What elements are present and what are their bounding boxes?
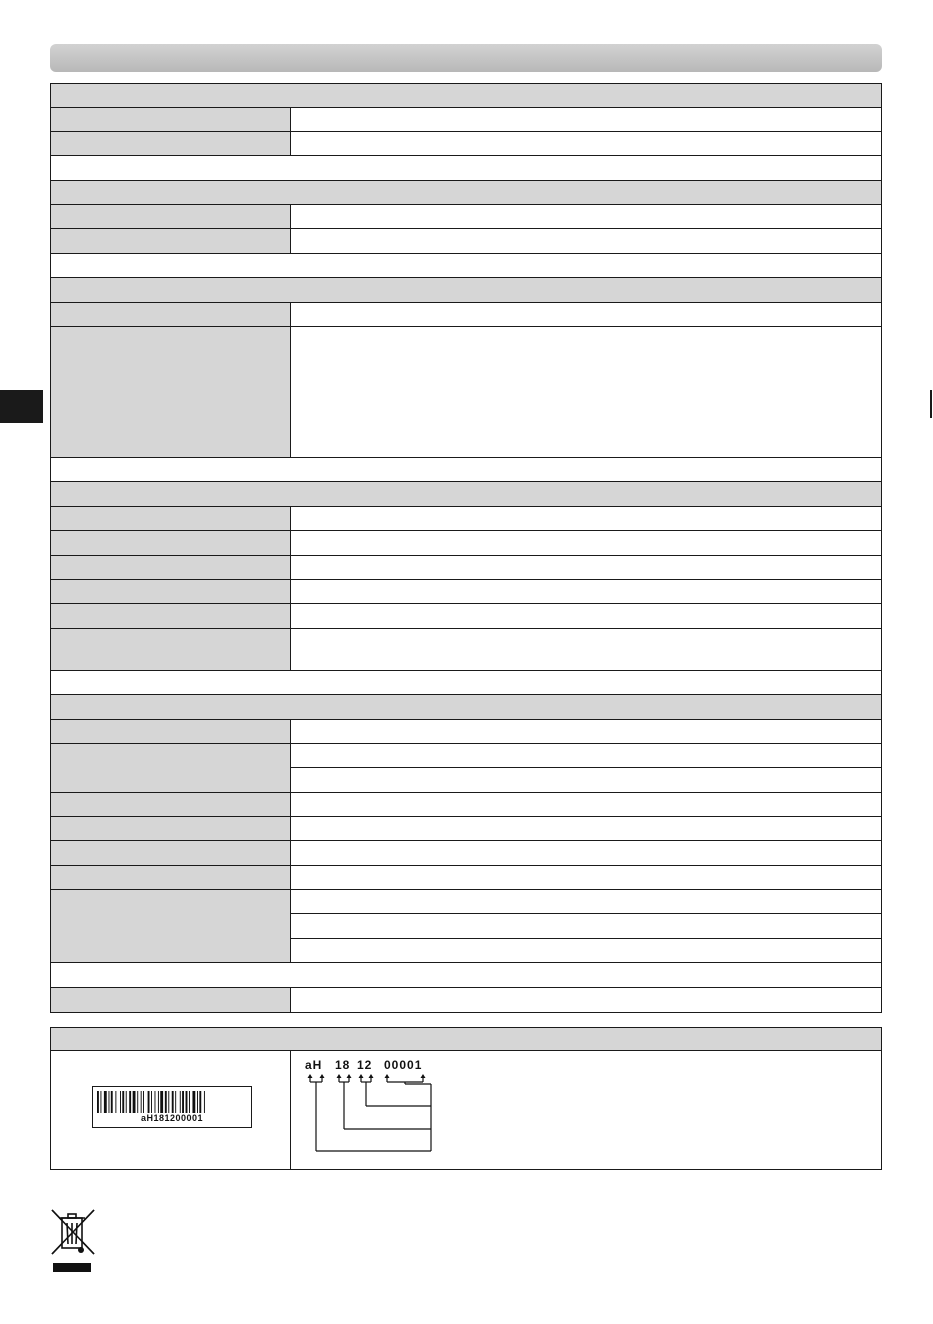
row-value <box>291 720 881 744</box>
row-value <box>291 303 881 327</box>
table-row <box>51 303 881 327</box>
crossed-out-wheelie-bin-icon <box>50 1208 96 1274</box>
row-value <box>291 556 881 580</box>
row-value <box>291 914 881 939</box>
row-label <box>51 132 291 156</box>
row-label <box>51 793 291 817</box>
row-value <box>291 580 881 604</box>
serial-code-leader-lines <box>291 1050 591 1169</box>
table-row <box>51 988 881 1012</box>
table-row <box>51 817 881 841</box>
note-row <box>51 254 881 278</box>
row-value <box>291 890 881 914</box>
row-label <box>51 841 291 866</box>
note-row <box>51 671 881 695</box>
note-row <box>51 963 881 988</box>
row-label <box>51 580 291 604</box>
row-label <box>51 866 291 890</box>
table-row-split <box>51 744 881 793</box>
table-row <box>51 793 881 817</box>
serial-code-month: 12 <box>357 1058 373 1072</box>
row-label <box>51 327 291 458</box>
row-label <box>51 556 291 580</box>
serial-code-breakdown <box>291 1050 881 1169</box>
row-value <box>291 988 881 1012</box>
section-header-2 <box>51 181 881 205</box>
spec-table <box>50 83 882 1013</box>
row-value <box>291 205 881 229</box>
row-value <box>291 629 881 671</box>
row-label <box>51 720 291 744</box>
side-section-tab <box>0 390 43 423</box>
serial-section-header <box>51 1028 881 1051</box>
row-value <box>291 768 881 793</box>
table-row-tall <box>51 327 881 458</box>
table-row <box>51 720 881 744</box>
row-label <box>51 629 291 671</box>
serial-label-cell <box>51 1050 291 1169</box>
page-title-bar <box>50 44 882 72</box>
row-label <box>51 817 291 841</box>
row-label <box>51 890 291 963</box>
note-row <box>51 156 881 181</box>
section-header-3 <box>51 278 881 303</box>
note-row <box>51 458 881 482</box>
row-value <box>291 327 881 458</box>
row-value <box>291 531 881 556</box>
table-row-double <box>51 629 881 671</box>
row-value <box>291 744 881 768</box>
table-row <box>51 841 881 866</box>
table-row <box>51 132 881 156</box>
row-value <box>291 229 881 254</box>
section-header-1 <box>51 84 881 108</box>
row-label <box>51 531 291 556</box>
row-label <box>51 988 291 1012</box>
serial-code-prefix: aH <box>305 1058 323 1072</box>
table-row <box>51 604 881 629</box>
table-row-triple <box>51 890 881 963</box>
row-value <box>291 841 881 866</box>
table-row <box>51 556 881 580</box>
table-row <box>51 866 881 890</box>
row-value <box>291 817 881 841</box>
row-label <box>51 229 291 254</box>
barcode-icon <box>97 1091 247 1113</box>
row-value <box>291 108 881 132</box>
table-row <box>51 580 881 604</box>
row-value <box>291 793 881 817</box>
row-value <box>291 132 881 156</box>
row-label <box>51 108 291 132</box>
table-row <box>51 229 881 254</box>
row-label <box>51 604 291 629</box>
serial-label-sticker <box>92 1086 252 1128</box>
section-header-4 <box>51 482 881 507</box>
section-header-5 <box>51 695 881 720</box>
row-label <box>51 303 291 327</box>
right-edge-mark <box>930 390 932 418</box>
row-value <box>291 866 881 890</box>
row-value <box>291 939 881 963</box>
serial-code-number: 00001 <box>384 1058 423 1072</box>
serial-code-year: 18 <box>335 1058 351 1072</box>
table-row <box>51 108 881 132</box>
table-row <box>51 531 881 556</box>
table-row <box>51 507 881 531</box>
row-label <box>51 205 291 229</box>
row-value <box>291 604 881 629</box>
row-value <box>291 507 881 531</box>
serial-number-table <box>50 1027 882 1170</box>
row-label <box>51 744 291 793</box>
barcode-text: aH181200001 <box>140 1113 204 1123</box>
table-row <box>51 205 881 229</box>
row-label <box>51 507 291 531</box>
